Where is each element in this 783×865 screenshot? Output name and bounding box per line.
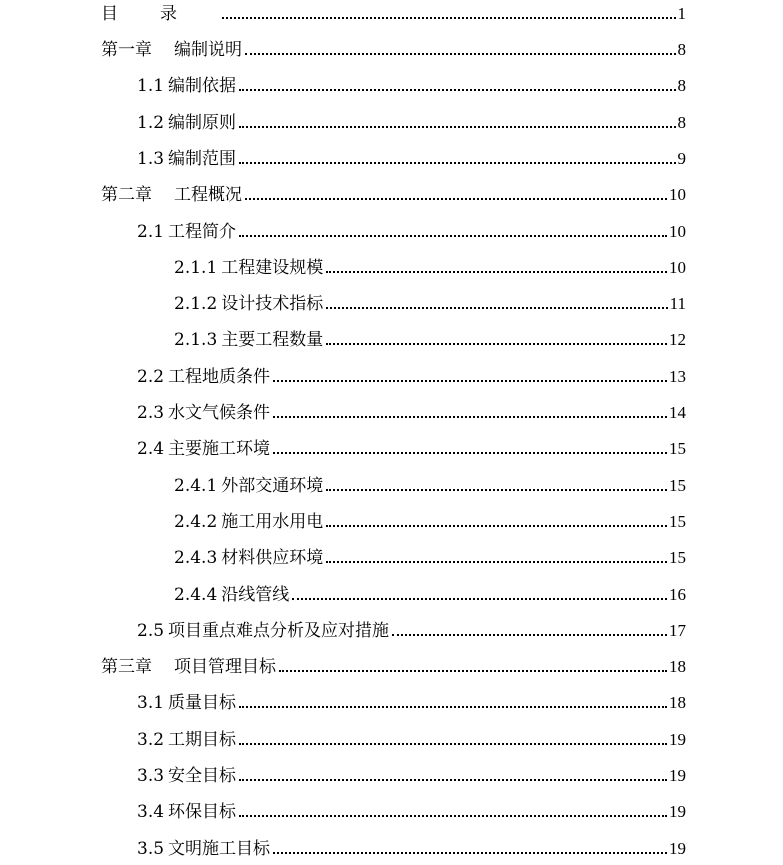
toc-entry-title: 质量目标 bbox=[168, 693, 237, 713]
toc-leader-dots bbox=[239, 743, 667, 745]
toc-entry bbox=[174, 326, 686, 350]
toc-entry-number: 1.1 bbox=[137, 76, 165, 96]
toc-entry-number: 3.2 bbox=[137, 730, 165, 750]
toc-leader-dots bbox=[326, 489, 667, 491]
toc-leader-dots bbox=[326, 307, 667, 309]
toc-page-number: 15 bbox=[669, 476, 686, 495]
toc-entry-title: 主要工程数量 bbox=[221, 330, 324, 350]
toc-entry-title: 编制依据 bbox=[168, 76, 237, 96]
toc-entry-title: 材料供应环境 bbox=[221, 548, 324, 568]
toc-entry-number: 第三章 bbox=[101, 657, 152, 677]
toc-entry bbox=[137, 399, 686, 423]
toc-leader-dots bbox=[273, 380, 667, 382]
toc-page-number: 8 bbox=[677, 40, 686, 59]
toc-entry-title: 工程地质条件 bbox=[168, 367, 271, 387]
toc-page-number: 10 bbox=[669, 258, 686, 277]
toc-entry bbox=[137, 435, 686, 459]
toc-entry-number: 2.4.4 bbox=[174, 585, 218, 605]
toc-entry bbox=[174, 508, 686, 532]
toc-entry bbox=[137, 835, 686, 859]
toc-entry-title: 工期目标 bbox=[168, 730, 237, 750]
toc-page-number: 15 bbox=[669, 548, 686, 567]
toc-entry-title: 施工用水用电 bbox=[221, 512, 324, 532]
toc-entry-title: 水文气候条件 bbox=[168, 403, 271, 423]
toc-entry-number: 2.1.3 bbox=[174, 330, 218, 350]
toc-page-number: 10 bbox=[669, 185, 686, 204]
toc-entry bbox=[137, 145, 686, 169]
toc-entry-number: 3.4 bbox=[137, 802, 165, 822]
toc-entry bbox=[137, 218, 686, 242]
toc-entry-number: 2.1 bbox=[137, 222, 165, 242]
toc-entry-title: 设计技术指标 bbox=[221, 294, 324, 314]
toc-entry-number: 2.4 bbox=[137, 439, 165, 459]
toc-page-number: 8 bbox=[677, 76, 686, 95]
toc-entry bbox=[101, 181, 686, 205]
toc-entry bbox=[101, 36, 686, 60]
toc-entry-title: 环保目标 bbox=[168, 802, 237, 822]
toc-entry bbox=[137, 762, 686, 786]
toc-leader-dots bbox=[273, 852, 667, 854]
toc-page-number: 18 bbox=[669, 657, 686, 676]
toc-entry bbox=[137, 72, 686, 96]
toc-page-number: 1 bbox=[677, 4, 686, 23]
toc-leader-dots bbox=[273, 452, 667, 454]
toc-entry-title: 编制范围 bbox=[168, 149, 237, 169]
toc-page-number: 18 bbox=[669, 693, 686, 712]
toc-contents-title: 目录 bbox=[101, 4, 219, 24]
toc-leader-dots bbox=[326, 525, 667, 527]
toc-leader-dots bbox=[292, 598, 667, 600]
toc-page-number: 12 bbox=[669, 330, 686, 349]
toc-entry-number: 3.5 bbox=[137, 839, 165, 859]
toc-entry-number: 3.1 bbox=[137, 693, 165, 713]
toc-leader-dots bbox=[239, 89, 675, 91]
toc-entry-title: 外部交通环境 bbox=[221, 476, 324, 496]
toc-entry-title: 项目管理目标 bbox=[174, 657, 276, 677]
toc-leader-dots bbox=[239, 162, 675, 164]
toc-entry bbox=[137, 617, 686, 641]
toc-leader-dots bbox=[222, 17, 676, 19]
toc-entry-number: 2.4.1 bbox=[174, 476, 218, 496]
toc-entry-title: 编制说明 bbox=[174, 40, 242, 60]
toc-page-number: 15 bbox=[669, 439, 686, 458]
toc-entry bbox=[137, 798, 686, 822]
toc-entry bbox=[174, 254, 686, 278]
toc-page-number: 17 bbox=[669, 621, 686, 640]
toc-entry-number: 2.4.2 bbox=[174, 512, 218, 532]
toc-entry bbox=[174, 544, 686, 568]
toc-entry-title: 工程简介 bbox=[168, 222, 237, 242]
toc-leader-dots bbox=[245, 53, 676, 55]
toc-entry bbox=[137, 363, 686, 387]
toc-entry bbox=[101, 653, 686, 677]
toc-entry-number: 第二章 bbox=[101, 185, 152, 205]
toc-leader-dots bbox=[326, 343, 667, 345]
toc-entry-title: 主要施工环境 bbox=[168, 439, 271, 459]
toc-page-number: 15 bbox=[669, 512, 686, 531]
toc-leader-dots bbox=[326, 271, 667, 273]
toc-page-number: 19 bbox=[669, 839, 686, 858]
toc-contents-heading bbox=[101, 0, 686, 24]
toc-entry-number: 1.2 bbox=[137, 113, 165, 133]
toc-leader-dots bbox=[326, 561, 667, 563]
toc-page-number: 8 bbox=[677, 113, 686, 132]
toc-entry-title: 沿线管线 bbox=[221, 585, 290, 605]
toc-page-number: 19 bbox=[669, 766, 686, 785]
toc-leader-dots bbox=[245, 198, 667, 200]
toc-leader-dots bbox=[239, 779, 667, 781]
toc-leader-dots bbox=[273, 416, 667, 418]
toc-entry-number: 2.2 bbox=[137, 367, 165, 387]
toc-entry-number: 3.3 bbox=[137, 766, 165, 786]
toc-page-number: 19 bbox=[669, 730, 686, 749]
toc-entry bbox=[174, 472, 686, 496]
toc-entry-number: 2.1.1 bbox=[174, 258, 218, 278]
toc-page-number: 14 bbox=[669, 403, 686, 422]
toc-page-number: 13 bbox=[669, 367, 686, 386]
toc-entry-number: 2.4.3 bbox=[174, 548, 218, 568]
toc-entry-title: 安全目标 bbox=[168, 766, 237, 786]
toc-leader-dots bbox=[239, 126, 675, 128]
toc-entry-title: 工程概况 bbox=[174, 185, 242, 205]
toc-page-number: 10 bbox=[669, 222, 686, 241]
toc-page-number: 9 bbox=[677, 149, 686, 168]
toc-page-number: 11 bbox=[669, 294, 686, 313]
toc-leader-dots bbox=[279, 670, 667, 672]
toc-entry-title: 项目重点难点分析及应对措施 bbox=[168, 621, 390, 641]
toc-entry-title: 编制原则 bbox=[168, 113, 237, 133]
toc-entry-number: 2.3 bbox=[137, 403, 165, 423]
toc-leader-dots bbox=[239, 815, 667, 817]
toc-leader-dots bbox=[392, 634, 667, 636]
toc-entry-number: 第一章 bbox=[101, 40, 152, 60]
toc-entry bbox=[174, 290, 686, 314]
toc-page-number: 16 bbox=[669, 585, 686, 604]
toc-page-number: 19 bbox=[669, 802, 686, 821]
toc-entry-number: 2.5 bbox=[137, 621, 165, 641]
toc-entry bbox=[137, 726, 686, 750]
toc-entry-title: 工程建设规模 bbox=[221, 258, 324, 278]
toc-leader-dots bbox=[239, 235, 667, 237]
toc-entry bbox=[137, 109, 686, 133]
toc-entry-number: 2.1.2 bbox=[174, 294, 218, 314]
toc-entry-number: 1.3 bbox=[137, 149, 165, 169]
toc-leader-dots bbox=[239, 706, 667, 708]
toc-entry-title: 文明施工目标 bbox=[168, 839, 271, 859]
toc-entry bbox=[174, 581, 686, 605]
toc-entry bbox=[137, 689, 686, 713]
